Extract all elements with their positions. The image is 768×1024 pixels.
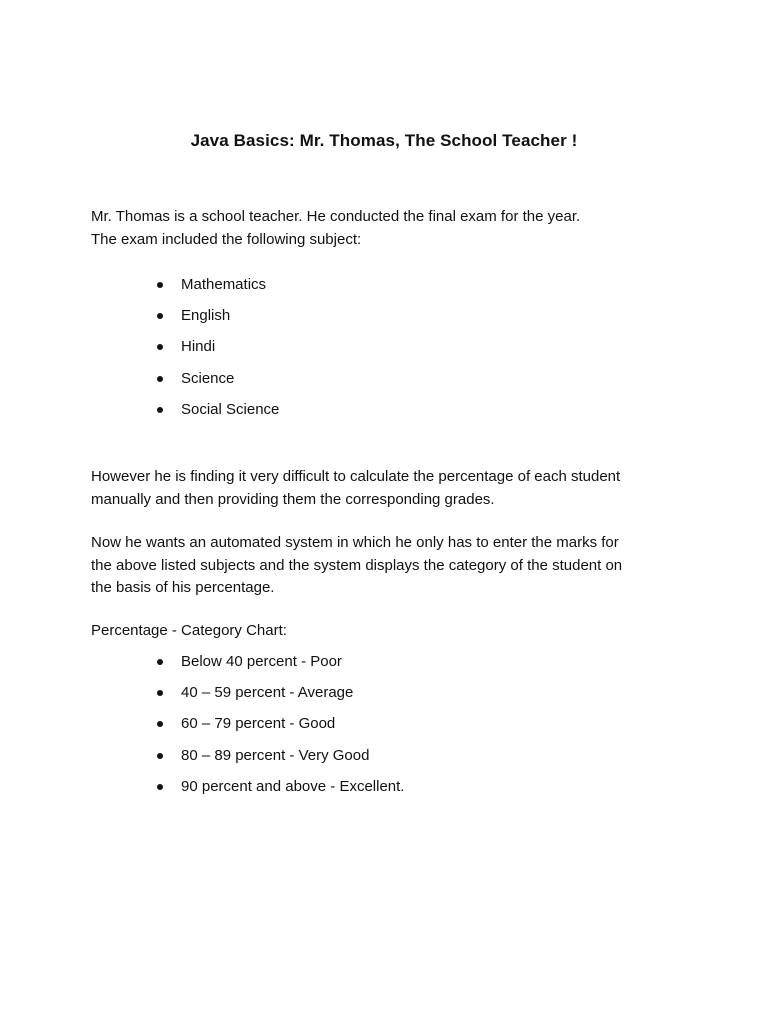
- list-item: [157, 683, 404, 714]
- list-item: [157, 400, 279, 431]
- paragraph-line: However he is finding it very difficult to calculate the percentage of each student: [91, 468, 621, 485]
- category-label: 90 percent and above - Excellent.: [181, 777, 405, 795]
- intro-line: The exam included the following subject:: [91, 230, 362, 248]
- bullet-icon: [157, 753, 163, 759]
- bullet-icon: [157, 407, 163, 413]
- paragraph-line: the basis of his percentage.: [91, 579, 275, 596]
- subject-label: Hindi: [181, 338, 216, 356]
- subject-label: Science: [181, 369, 235, 387]
- category-label: 60 – 79 percent - Good: [181, 715, 336, 733]
- list-item: [157, 777, 404, 808]
- subject-label: Mathematics: [181, 276, 267, 293]
- category-list: [157, 652, 404, 808]
- list-item: [157, 714, 404, 745]
- automation-paragraph: [91, 532, 691, 600]
- bullet-icon: [157, 282, 163, 288]
- list-item: [157, 275, 279, 306]
- list-item: [157, 306, 279, 337]
- bullet-icon: [157, 313, 163, 319]
- list-item: [157, 746, 404, 777]
- paragraph-line: the above listed subjects and the system displays the category of the student on: [91, 556, 623, 574]
- document-title: Java Basics: Mr. Thomas, The School Teacher !: [190, 131, 578, 150]
- chart-heading: Percentage - Category Chart:: [91, 622, 287, 639]
- category-label: Below 40 percent - Poor: [181, 653, 342, 670]
- difficulty-paragraph: [91, 466, 691, 511]
- list-item: [157, 652, 404, 683]
- subject-list: [157, 275, 279, 431]
- intro-line: Mr. Thomas is a school teacher. He conducted the final exam for the year.: [91, 208, 581, 225]
- subject-label: Social Science: [181, 400, 280, 418]
- bullet-icon: [157, 376, 163, 382]
- bullet-icon: [157, 784, 163, 790]
- bullet-icon: [157, 721, 163, 727]
- bullet-icon: [157, 659, 163, 665]
- category-label: 80 – 89 percent - Very Good: [181, 746, 370, 764]
- bullet-icon: [157, 344, 163, 350]
- paragraph-line: Now he wants an automated system in which he only has to enter the marks for: [91, 534, 619, 551]
- bullet-icon: [157, 690, 163, 696]
- subject-label: English: [181, 307, 231, 325]
- list-item: [157, 369, 279, 400]
- list-item: [157, 337, 279, 368]
- paragraph-line: manually and then providing them the corresponding grades.: [91, 490, 495, 508]
- category-label: 40 – 59 percent - Average: [181, 684, 354, 702]
- intro-paragraph: [91, 206, 691, 251]
